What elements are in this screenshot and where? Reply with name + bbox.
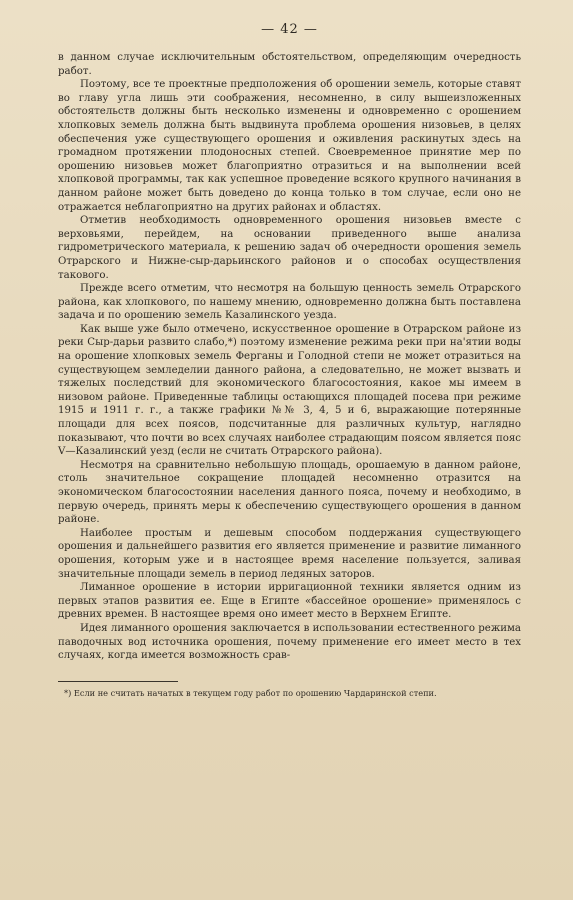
paragraph: Поэтому, все те проектные предположения об орошении земель, которые ставят во главу угла лишь эти соображения, несомненно, в силу вышеизложенных обстоятельств должны быть несколько изменены и одновременно с орошением хлопковых земель должна быть выдвинута проблема орошения низовьев, в целях обеспечения уже существующего орошения и оживления раскинутых здесь на громадном протяжении плодоносных степей. Своевременное принятие мер по орошению низовьев может благоприятно отразиться и на выполнении всей хлопковой программы, так как успешное проведение всякого крупного начинания в данном районе может быть доведено до конца только в том случае, если оно не отражается неблагоприятно на других районах и областях. [58, 79, 521, 213]
page-number: — 42 — [261, 22, 318, 37]
paragraph: Наиболее простым и дешевым способом поддержания существующего орошения и дальнейшего развития его является применение и развитие лиманного орошения, которым уже и в настоящее время население пользуется, заливая значительные площади земель в период ледяных заторов. [58, 527, 521, 580]
paragraph: Идея лиманного орошения заключается в использовании естественного режима паводочных вод источника орошения, почему применение его имеет место в тех случаях, когда имеется возможность срав- [58, 622, 521, 662]
footnote: *) Если не считать начатых в текущем году работ по орошению Чардаринской степи. [64, 687, 437, 698]
paragraph: Лиманное орошение в истории ирригационной техники является одним из первых этапов развития ее. Еще в Египте «бассейное орошение» применялось с древних времен. В настоящее время оно имеет место в Верхнем Египте. [58, 582, 521, 621]
footnote-divider [58, 681, 178, 682]
paragraph: Несмотря на сравнительно небольшую площадь, орошаемую в данном районе, столь значительное сокращение площадей несомненно отразится на экономическом благосостоянии населения данного пояса, почему и необходимо, в первую очередь, принять меры к обеспечению существующего орошения в данном районе. [58, 459, 521, 526]
paragraph: Как выше уже было отмечено, искусственное орошение в Отрарском районе из реки Сыр-дарьи развито слабо,*) поэтому изменение режима реки при на'ятии воды на орошение хлопковых земель Ферганы и Голодной степи не может отразиться на существующем земледелии данного района, а следовательно, не может вызвать и тяжелых последствий для экономического благосостояния, какое мы имеем в низовом районе. Приведенные таблицы остающихся площадей посева при режиме 1915 и 1911 г. г., а также графики №№ 3, 4, 5 и 6, выражающие потерянные площади для всех поясов, подсчитанные для различных культур, наглядно показывают, что почти во всех случаях наиболее страдающим поясом является пояс V—Казалинский уезд (если не считать Отрарского района). [58, 323, 521, 458]
paragraph: Отметив необходимость одновременного орошения низовьев вместе с верховьями, перейдем, на основании приведенного выше анализа гидрометрического материала, к решению задач об очередности орошения земель Отрарского и Нижне-сыр-дарьинского районов и о способах осуществления такового. [58, 215, 521, 281]
body-text [58, 51, 521, 663]
paragraph: Прежде всего отметим, что несмотря на большую ценность земель Отрарского района, как хлопкового, по нашему мнению, одновременно должна быть поставлена задача и по орошению земель Казалинского уезда. [58, 283, 521, 322]
paragraph-continuation: в данном случае исключительным обстоятельством, определяющим очередность работ. [58, 52, 521, 77]
